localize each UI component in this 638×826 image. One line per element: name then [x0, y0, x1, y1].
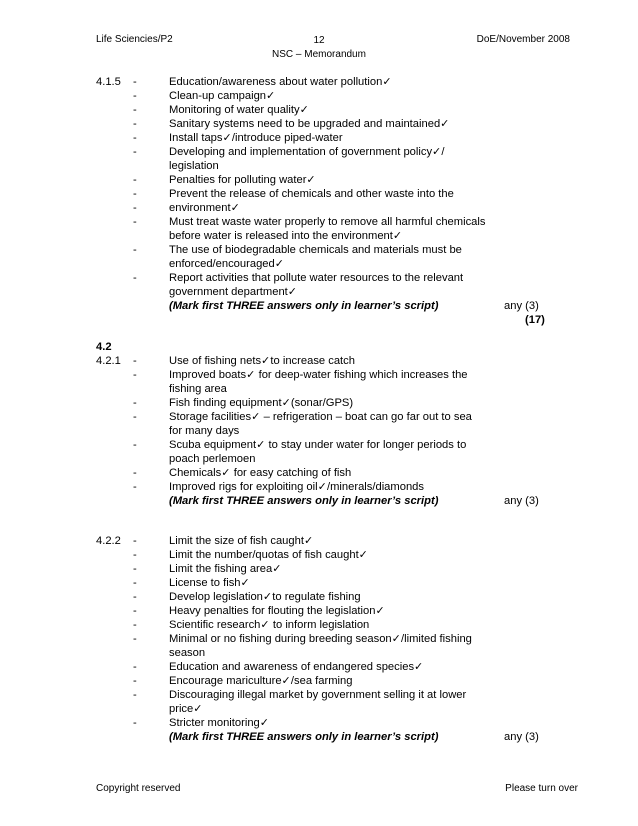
- question-4-2-2: [96, 534, 576, 744]
- bullet-dash: -: [133, 689, 137, 701]
- bullet-dash: -: [133, 244, 137, 256]
- question-4-1-5: [96, 75, 576, 327]
- answer-line: [96, 534, 576, 548]
- answer-line: [96, 159, 576, 173]
- answer-line: [96, 562, 576, 576]
- answer-line: [96, 215, 576, 229]
- answer-text: Storage facilities✓ – refrigeration – boat can go far out to sea: [169, 411, 472, 423]
- answer-text: enforced/encouraged✓: [169, 258, 285, 270]
- answer-line: [96, 103, 576, 117]
- answer-text: Heavy penalties for flouting the legislation✓: [169, 605, 385, 617]
- answer-text: Install taps✓/introduce piped-water: [169, 132, 343, 144]
- answer-text: Report activities that pollute water resources to the relevant: [169, 272, 464, 284]
- marking-instruction: (Mark first THREE answers only in learner’s script): [169, 731, 439, 743]
- bullet-dash: -: [133, 146, 137, 158]
- bullet-dash: -: [133, 174, 137, 186]
- answer-text: Chemicals✓ for easy catching of fish: [169, 467, 352, 479]
- bullet-dash: -: [133, 633, 137, 645]
- answer-text: Education and awareness of endangered species✓: [169, 661, 424, 673]
- answer-text: Minimal or no fishing during breeding season✓/limited fishing: [169, 633, 472, 645]
- question-total: (17): [525, 314, 545, 326]
- answer-text: environment✓: [169, 202, 240, 214]
- question-number: 4.2.2: [96, 535, 121, 547]
- answer-line: [96, 548, 576, 562]
- bullet-dash: -: [133, 619, 137, 631]
- answer-text: Use of fishing nets✓to increase catch: [169, 355, 355, 367]
- answer-text: Education/awareness about water pollution✓: [169, 76, 392, 88]
- answer-line: [96, 688, 576, 702]
- bullet-dash: -: [133, 397, 137, 409]
- answer-text: Encourage mariculture✓/sea farming: [169, 675, 353, 687]
- answer-text: Prevent the release of chemicals and other waste into the: [169, 188, 454, 200]
- bullet-dash: -: [133, 577, 137, 589]
- bullet-dash: -: [133, 76, 137, 88]
- answer-line: [96, 452, 576, 466]
- answer-line: [96, 117, 576, 131]
- answer-text: Sanitary systems need to be upgraded and maintained✓: [169, 118, 450, 130]
- answer-line: [96, 576, 576, 590]
- bullet-dash: -: [133, 467, 137, 479]
- bullet-dash: -: [133, 355, 137, 367]
- answer-line: [96, 89, 576, 103]
- bullet-dash: -: [133, 675, 137, 687]
- answer-line: [96, 131, 576, 145]
- answer-line: [96, 173, 576, 187]
- answer-text: Developing and implementation of government policy✓/: [169, 146, 445, 158]
- section-heading-line: [96, 340, 576, 354]
- answer-text: Must treat waste water properly to remove all harmful chemicals: [169, 216, 486, 228]
- answer-text: Monitoring of water quality✓: [169, 104, 309, 116]
- answer-text: Stricter monitoring✓: [169, 717, 270, 729]
- answer-line: [96, 145, 576, 159]
- answer-text: The use of biodegradable chemicals and materials must be: [169, 244, 462, 256]
- answer-text: Improved boats✓ for deep-water fishing which increases the: [169, 369, 468, 381]
- bullet-dash: -: [133, 188, 137, 200]
- answer-line: [96, 243, 576, 257]
- memo-content: [96, 75, 576, 744]
- answer-line: [96, 674, 576, 688]
- bullet-dash: -: [133, 369, 137, 381]
- bullet-dash: -: [133, 605, 137, 617]
- answer-text: Limit the fishing area✓: [169, 563, 282, 575]
- marks-allocation: any (3): [504, 495, 539, 507]
- answer-text: Scuba equipment✓ to stay under water for longer periods to: [169, 439, 467, 451]
- answer-line: [96, 354, 576, 368]
- bullet-dash: -: [133, 411, 137, 423]
- answer-line: [96, 271, 576, 285]
- instruction-line: [96, 730, 576, 744]
- question-4-2-1: [96, 354, 576, 508]
- answer-text: government department✓: [169, 286, 298, 298]
- answer-text: fishing area: [169, 383, 227, 395]
- bullet-dash: -: [133, 717, 137, 729]
- bullet-dash: -: [133, 272, 137, 284]
- marking-instruction: (Mark first THREE answers only in learner’s script): [169, 495, 439, 507]
- footer-left: Copyright reserved: [96, 783, 181, 794]
- header-left: Life Sciencies/P2: [96, 34, 173, 45]
- answer-line: [96, 187, 576, 201]
- answer-text: Limit the size of fish caught✓: [169, 535, 314, 547]
- answer-line: [96, 466, 576, 480]
- answer-line: [96, 257, 576, 271]
- answer-line: [96, 396, 576, 410]
- section-heading: 4.2: [96, 341, 112, 353]
- page-number: 12: [313, 35, 325, 46]
- answer-text: License to fish✓: [169, 577, 250, 589]
- question-number: 4.1.5: [96, 76, 121, 88]
- answer-line: [96, 382, 576, 396]
- answer-text: poach perlemoen: [169, 453, 256, 465]
- answer-line: [96, 632, 576, 646]
- answer-line: [96, 604, 576, 618]
- answer-text: price✓: [169, 703, 203, 715]
- bullet-dash: -: [133, 563, 137, 575]
- answer-line: [96, 424, 576, 438]
- answer-line: [96, 716, 576, 730]
- bullet-dash: -: [133, 132, 137, 144]
- footer-right: Please turn over: [505, 783, 578, 794]
- answer-text: Develop legislation✓to regulate fishing: [169, 591, 361, 603]
- answer-line: [96, 368, 576, 382]
- answer-text: Scientific research✓ to inform legislation: [169, 619, 370, 631]
- bullet-dash: -: [133, 216, 137, 228]
- bullet-dash: -: [133, 118, 137, 130]
- answer-line: [96, 590, 576, 604]
- answer-line: [96, 410, 576, 424]
- answer-line: [96, 201, 576, 215]
- bullet-dash: -: [133, 439, 137, 451]
- answer-text: Fish finding equipment✓(sonar/GPS): [169, 397, 354, 409]
- question-number: 4.2.1: [96, 355, 121, 367]
- answer-text: season: [169, 647, 206, 659]
- total-line: [96, 313, 576, 327]
- marking-instruction: (Mark first THREE answers only in learner’s script): [169, 300, 439, 312]
- answer-line: [96, 646, 576, 660]
- bullet-dash: -: [133, 202, 137, 214]
- answer-line: [96, 229, 576, 243]
- answer-text: legislation: [169, 160, 219, 172]
- bullet-dash: -: [133, 549, 137, 561]
- answer-line: [96, 438, 576, 452]
- answer-text: Limit the number/quotas of fish caught✓: [169, 549, 369, 561]
- header-subtitle: NSC – Memorandum: [272, 49, 366, 60]
- answer-line: [96, 702, 576, 716]
- bullet-dash: -: [133, 661, 137, 673]
- answer-line: [96, 480, 576, 494]
- answer-text: Discouraging illegal market by government selling it at lower: [169, 689, 467, 701]
- bullet-dash: -: [133, 591, 137, 603]
- answer-text: Improved rigs for exploiting oil✓/minerals/diamonds: [169, 481, 424, 493]
- bullet-dash: -: [133, 481, 137, 493]
- marks-allocation: any (3): [504, 731, 539, 743]
- instruction-line: [96, 494, 576, 508]
- answer-line: [96, 618, 576, 632]
- instruction-line: [96, 299, 576, 313]
- answer-line: [96, 75, 576, 89]
- answer-text: Penalties for polluting water✓: [169, 174, 316, 186]
- answer-text: Clean-up campaign✓: [169, 90, 276, 102]
- answer-line: [96, 660, 576, 674]
- answer-text: for many days: [169, 425, 240, 437]
- header-right: DoE/November 2008: [476, 34, 570, 45]
- answer-text: before water is released into the environment✓: [169, 230, 403, 242]
- answer-line: [96, 285, 576, 299]
- bullet-dash: -: [133, 104, 137, 116]
- bullet-dash: -: [133, 535, 137, 547]
- bullet-dash: -: [133, 90, 137, 102]
- marks-allocation: any (3): [504, 300, 539, 312]
